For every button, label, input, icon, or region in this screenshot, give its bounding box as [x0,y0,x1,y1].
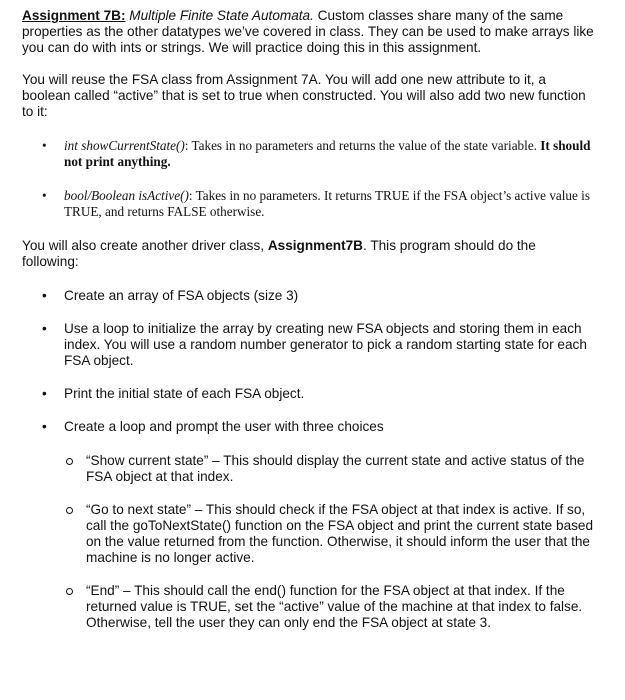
driver-text-before: You will also create another driver class, [22,238,268,253]
step-item [22,288,595,304]
step-text: Use a loop to initialize the array by creating new FSA objects and storing them in each index. You will use a random number generator to pick a random starting state for each FSA object. [64,321,587,368]
step-item [22,419,595,631]
step-item [22,386,595,402]
bullet-icon: • [42,386,47,401]
driver-class-name: Assignment7B [267,238,364,253]
bullet-icon: • [42,419,47,434]
step-text: Print the initial state of each FSA object. [64,386,305,401]
circle-bullet-icon [66,588,73,595]
method-signature: int showCurrentState() [64,138,185,153]
method-emphasis: It should not print anything [64,138,591,169]
bullet-icon: • [42,138,47,153]
circle-bullet-icon [66,458,73,465]
method-item [22,188,595,220]
intro-text: Custom classes share many of the same properties as the other datatypes we’ve covered in class. They can be used to make arrays like you can do with ints or strings. We will practice doing this in this assignment. [22,8,594,55]
choice-text: “Show current state” – This should display the current state and active status of the FSA object at that index. [86,453,585,484]
driver-text-after: . This program should do the following: [22,238,536,269]
choice-item [64,583,595,631]
reuse-paragraph: You will reuse the FSA class from Assignment 7A. You will add one new attribute to it, a boolean called “active” that is set to true when constructed. You will also add two new function to it: [22,72,586,119]
intro-paragraph [22,8,595,56]
assignment-subtitle: Multiple Finite State Automata. [129,8,314,23]
choice-text: “Go to next state” – This should check if the FSA object at that index is active. If so, call the goToNextState() function on the FSA object and print the current state based on the value returned from the function. Otherwise, it should inform the user that the machine is no longer active. [86,502,594,565]
bullet-icon: • [42,321,47,336]
methods-list [22,138,595,220]
method-item [22,138,595,170]
method-signature: bool/Boolean isActive() [64,188,189,203]
driver-paragraph [22,238,595,270]
step-text: Create a loop and prompt the user with three choices [64,419,384,434]
choice-item [64,502,595,566]
bullet-icon: • [42,188,47,203]
method-description: : Takes in no parameters. It returns TRUE if the FSA object’s active value is TRUE, and returns FALSE otherwise. [64,188,590,219]
step-text: Create an array of FSA objects (size 3) [64,288,299,303]
bullet-icon: • [42,288,47,303]
steps-list [22,288,595,631]
choices-list [64,453,595,631]
step-item [22,321,595,369]
assignment-heading: Assignment 7B: [22,8,126,23]
method-end: . [167,154,171,169]
circle-bullet-icon [66,507,73,514]
method-description: : Takes in no parameters and returns the value of the state variable. [184,138,541,153]
choice-text: “End” – This should call the end() function for the FSA object at that index. If the returned value is TRUE, set the “active” value of the machine at that index to false. Otherwise, tell the user they can only end the FSA object at state 3. [86,583,583,630]
choice-item [64,453,595,485]
